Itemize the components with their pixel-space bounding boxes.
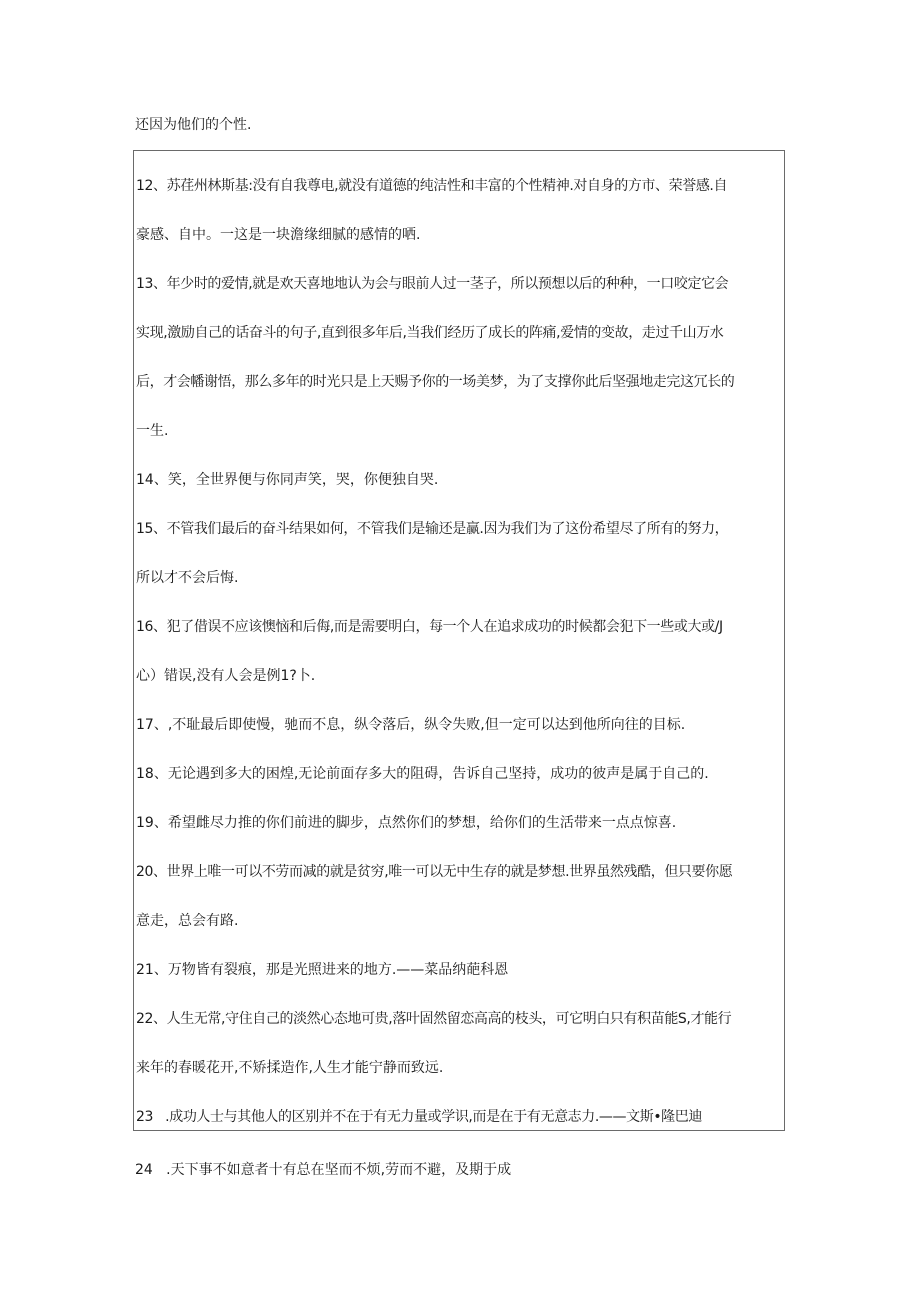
quote-line: 23 .成功人士与其他人的区别并不在于有无力量或学识,而是在于有无意志力.——文斯•隆巴迪 <box>136 1109 702 1125</box>
quote-line: 21、万物皆有裂痕，那是光照进来的地方.——菜品纳葩科恩 <box>136 962 509 978</box>
quote-line: 一生. <box>136 423 169 439</box>
quote-line: 20、世界上唯一可以不劳而减的就是贫穷,唯一可以无中生存的就是梦想.世界虽然残酷，但只要你愿 <box>136 864 733 880</box>
quote-line: 18、无论遇到多大的困煌,无论前面存多大的阻碍，告诉自己坚持，成功的彼声是属于自己的. <box>136 766 709 782</box>
lead-line: 还因为他们的个性. <box>135 117 252 133</box>
quote-line: 22、人生无常,守住自己的淡然心态地可贵,落叶固然留恋高高的枝头，可它明白只有积苗能S,才能行 <box>136 1011 732 1027</box>
quote-line: 所以才不会后悔. <box>136 570 239 586</box>
quote-line: 14、笑，全世界便与你同声笑，哭，你便独自哭. <box>136 472 439 488</box>
quote-line: 15、不管我们最后的奋斗结果如何，不管我们是输还是赢.因为我们为了这份希望尽了所有的努力， <box>136 521 729 537</box>
quote-line: 豪感、自中。一这是一块澹缘细腻的感情的哂. <box>136 227 421 243</box>
quote-line: 意走，总会有路. <box>136 913 239 929</box>
quote-line: 19、希望雌尽力推的你们前进的脚步，点然你们的梦想，给你们的生活带来一点点惊喜. <box>136 815 677 831</box>
quote-line: 实现,激励自己的话奋斗的句子,直到很多年后,当我们经历了成长的阵痛,爱情的变故，走过千山万水 <box>136 325 724 341</box>
trailing-line: 24 .天下事不如意者十有总在坚而不烦,劳而不避，及期于成 <box>135 1162 512 1178</box>
quote-line: 后，才会幡谢悟，那么多年的时光只是上天赐予你的一场美梦，为了支撑你此后坚强地走完这冗长的 <box>136 374 735 390</box>
quote-line: 13、年少时的爱情,就是欢天喜地地认为会与眼前人过一茎子，所以预想以后的种种，一口咬定它会 <box>136 276 729 292</box>
quote-line: 17、,不耻最后即使慢，驰而不息，纵令落后，纵令失败,但一定可以达到他所向往的目标. <box>136 717 686 733</box>
quote-line: 来年的春暖花开,不矫揉造作,人生才能宁静而致远. <box>136 1060 444 1076</box>
quote-frame <box>133 150 785 1131</box>
quote-line: 16、犯了借误不应该懊恼和后侮,而是需要明白，每一个人在追求成功的时候都会犯下一些或大或/J <box>136 619 723 635</box>
quote-line: 12、苏荏州林斯基:没有自我尊电,就没有道德的纯洁性和丰富的个性精神.对自身的方市、荣誉感.自 <box>136 178 728 194</box>
quote-line: 心）错误,没有人会是例1?卜. <box>136 668 316 684</box>
